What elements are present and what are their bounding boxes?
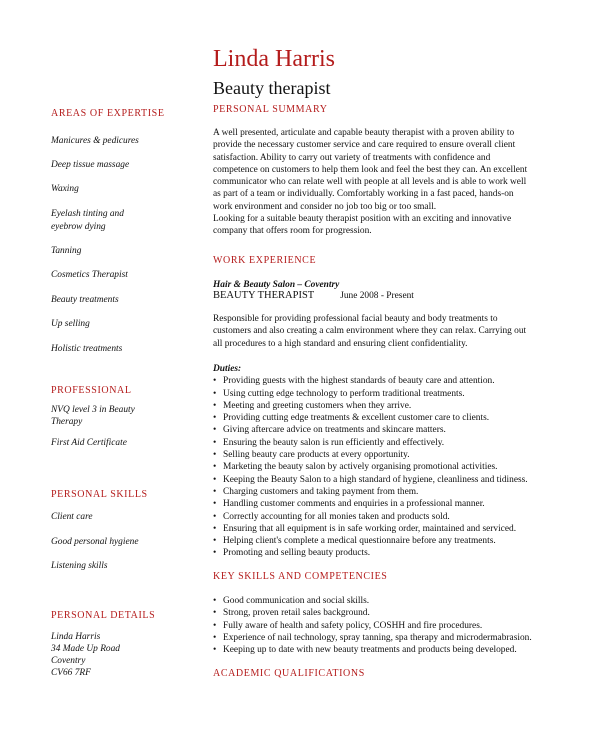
list-item: • Handling customer comments and enquiries in a professional manner. [213, 498, 553, 510]
expertise-item: eyebrow dying [51, 222, 106, 232]
summary-heading: PERSONAL SUMMARY [213, 104, 328, 115]
list-item: • Strong, proven retail sales background. [213, 607, 553, 619]
employer-name: Hair & Beauty Salon – Coventry [213, 280, 340, 290]
professional-item: NVQ level 3 in Beauty [51, 405, 135, 415]
summary-line: A well presented, articulate and capable beauty therapist with a proven ability to [213, 128, 515, 138]
academic-heading: ACADEMIC QUALIFICATIONS [213, 668, 365, 679]
list-item: • Providing guests with the highest standards of beauty care and attention. [213, 375, 553, 387]
sidebar-skills-heading: PERSONAL SKILLS [51, 489, 148, 500]
skill-item: Listening skills [51, 561, 108, 571]
summary-line: work environment and consider no job too big or too small. [213, 201, 437, 212]
list-item: • Experience of nail technology, spray tanning, spa therapy and microdermabrasion. [213, 632, 553, 644]
summary-line: provide the necessary customer service and care required to ensure overall client [213, 140, 516, 151]
list-item: • Ensuring that all equipment is in safe working order, maintained and serviced. [213, 523, 553, 535]
expertise-item: Cosmetics Therapist [51, 270, 128, 280]
list-item: • Promoting and selling beauty products. [213, 547, 553, 559]
expertise-item: Eyelash tinting and [51, 209, 124, 219]
summary-line: Looking for a suitable beauty therapist position with an exciting and innovative [213, 214, 512, 225]
list-item: • Using cutting edge technology to perform traditional treatments. [213, 388, 553, 400]
experience-description [213, 313, 553, 350]
description-line: Responsible for providing professional facial beauty and body treatments to [213, 314, 498, 324]
detail-line: Coventry [51, 656, 86, 666]
list-item: • Fully aware of health and safety policy, COSHH and fire procedures. [213, 620, 553, 632]
expertise-item: Beauty treatments [51, 295, 119, 305]
summary-line: satisfaction. Ability to carry out variety of treatments with confidence and [213, 152, 491, 163]
detail-line: Linda Harris [51, 632, 101, 642]
expertise-item: Deep tissue massage [51, 160, 130, 170]
job-dates: June 2008 - Present [340, 291, 414, 301]
list-item: • Meeting and greeting customers when they arrive. [213, 400, 553, 412]
summary-line: communicator who can relate well with people at all levels and is able to work well [213, 177, 527, 188]
description-line: customers and also creating a calm environment where they can relax. Carrying out [213, 326, 527, 337]
expertise-item: Manicures & pedicures [51, 136, 139, 146]
summary-text [213, 127, 553, 238]
list-item: • Charging customers and taking payment from them. [213, 486, 553, 498]
list-item: • Good communication and social skills. [213, 595, 553, 607]
resume-subtitle: Beauty therapist [213, 78, 331, 98]
list-item: • Helping client's complete a medical questionnaire before any treatments. [213, 535, 553, 547]
job-title: BEAUTY THERAPIST [213, 290, 315, 301]
summary-line: company that offers room for progression. [213, 226, 372, 237]
list-item: • Ensuring the beauty salon is run efficiently and effectively. [213, 437, 553, 449]
duties-label: Duties: [213, 364, 242, 374]
skill-item: Client care [51, 512, 93, 522]
expertise-item: Waxing [51, 184, 79, 194]
professional-item: First Aid Certificate [51, 438, 127, 448]
list-item: • Giving aftercare advice on treatments and skincare matters. [213, 424, 553, 436]
list-item: • Selling beauty care products at every opportunity. [213, 449, 553, 461]
sidebar-expertise-heading: AREAS OF EXPERTISE [51, 108, 165, 119]
description-line: all procedures to a high standard and ensuring client confidentiality. [213, 338, 468, 349]
skill-item: Good personal hygiene [51, 537, 139, 547]
professional-item: Therapy [51, 417, 83, 427]
duties-list [213, 375, 553, 559]
summary-line: competence on customers to help them look and feel the best they can. An excellent [213, 164, 528, 175]
detail-line: CV66 7RF [51, 668, 91, 678]
expertise-item: Tanning [51, 246, 82, 256]
summary-line: as part of a team or individually. Comfortably working in a fast paced, hands-on [213, 189, 514, 200]
list-item: • Keeping the Beauty Salon to a high standard of hygiene, cleanliness and tidiness. [213, 474, 553, 486]
sidebar-professional-heading: PROFESSIONAL [51, 385, 132, 396]
list-item: • Marketing the beauty salon by actively organising promotional activities. [213, 461, 553, 473]
duties-block [213, 363, 553, 560]
key-skills-block [213, 595, 553, 656]
experience-heading: WORK EXPERIENCE [213, 255, 317, 266]
experience-role-line [213, 290, 553, 302]
detail-line: 34 Made Up Road [51, 644, 120, 654]
key-skills-list [213, 595, 553, 656]
list-item: • Providing cutting edge treatments & excellent customer care to clients. [213, 412, 553, 424]
resume-name: Linda Harris [213, 46, 335, 72]
sidebar-details-heading: PERSONAL DETAILS [51, 610, 156, 621]
key-skills-heading: KEY SKILLS AND COMPETENCIES [213, 571, 388, 582]
list-item: • Keeping up to date with new beauty treatments and products being developed. [213, 644, 553, 656]
expertise-item: Holistic treatments [51, 344, 123, 354]
list-item: • Correctly accounting for all monies taken and products sold. [213, 511, 553, 523]
expertise-item: Up selling [51, 319, 90, 329]
